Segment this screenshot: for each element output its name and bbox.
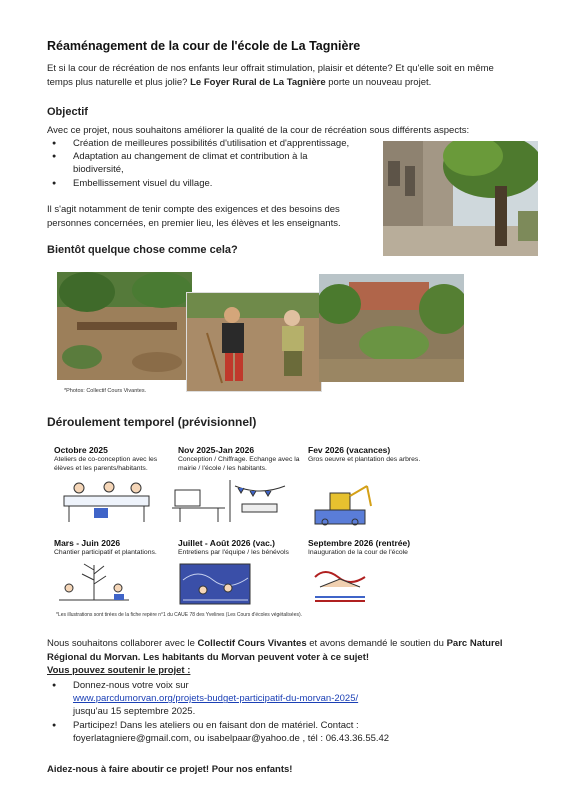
deroulement-heading: Déroulement temporel (prévisionnel)	[47, 415, 257, 429]
intro-organization: Le Foyer Rural de La Tagnière	[190, 76, 326, 88]
timeline-step	[308, 445, 423, 464]
objectif-bullet: ● Création de meilleures possibilités d'utilisation et d'apprentissage,	[47, 137, 387, 150]
illustration-credit: *Les illustrations sont tirées de la fiche repère n°1 du CAUE 78 des Yvelines (Les Cours d'écoles végétalisées).	[56, 612, 303, 618]
objectif-paragraph: Il s'agit notamment de tenir compte des exigences et des besoins des personnes concernées, en premier lieu, les élèves et les enseignants.	[47, 204, 341, 229]
intro-text: Et si la cour de récréation de nos enfants leur offrait stimulation, plaisir et détente? Et qu'elle soit en même temps plus naturelle et plus jolie?	[47, 63, 494, 88]
page-title: Réaménagement de la cour de l'école de La Tagnière	[47, 39, 361, 53]
bientot-heading: Bientôt quelque chose comme cela?	[47, 244, 238, 256]
collab-text: Nous souhaitons collaborer avec le	[47, 638, 195, 649]
contact-info: foyerlatagniere@gmail.com, ou isabelpaar@yahoo.de , tél : 06.43.36.55.42	[73, 732, 390, 744]
vote-link[interactable]: www.parcdumorvan.org/projets-budget-participatif-du-morvan-2025/	[73, 693, 359, 705]
timeline-step	[54, 445, 172, 473]
objectif-heading: Objectif	[47, 106, 88, 118]
example-photo-garden	[57, 272, 192, 380]
objectif-bullet: ● Embellissement visuel du village.	[47, 177, 387, 190]
timeline-desc: Gros oeuvre et plantation des arbres.	[308, 456, 421, 463]
timeline-date: Septembre 2026 (rentrée)	[308, 538, 411, 548]
illustration-excavator	[305, 478, 377, 528]
illustration-inauguration	[310, 565, 370, 607]
example-photo-children	[186, 292, 322, 392]
timeline-step	[178, 538, 303, 557]
photo-credit: *Photos: Collectif Cours Vivantes.	[64, 388, 147, 394]
timeline-desc: Chantier participatif et plantations.	[54, 549, 157, 556]
objectif-bullet-continued: biodiversité,	[73, 164, 124, 176]
illustration-planting	[54, 560, 134, 608]
timeline-step	[308, 538, 428, 557]
participate-text: Participez! Dans les ateliers ou en faisant don de matériel. Contact :	[73, 719, 359, 731]
objectif-bullet: ● Adaptation au changement de climat et contribution à la	[47, 150, 387, 163]
timeline-date: Nov 2025-Jan 2026	[178, 445, 255, 455]
illustration-maintenance	[178, 560, 253, 608]
objectif-lead: Avec ce projet, nous souhaitons améliorer la qualité de la cour de récréation sous différents aspects:	[47, 125, 470, 136]
timeline-date: Mars - Juin 2026	[54, 538, 121, 548]
timeline-desc: Entretiens par l'équipe / les bénévols	[178, 549, 289, 556]
example-photo-schoolyard	[319, 274, 464, 382]
collab-paragraph	[47, 637, 517, 664]
soutenir-heading: Vous pouvez soutenir le projet :	[47, 665, 191, 676]
timeline-date: Juillet - Août 2026 (vac.)	[178, 538, 275, 548]
courtyard-photo	[383, 141, 538, 256]
collab-supporter: Parc Naturel Régional du Morvan.	[47, 638, 503, 663]
collab-partner: Collectif Cours Vivantes	[197, 638, 307, 649]
timeline-desc: Ateliers de co-conception avec les élèves et les parents/habitants.	[54, 456, 158, 472]
timeline-step	[54, 538, 172, 557]
intro-end: porte un nouveau projet.	[328, 76, 432, 88]
timeline-step	[178, 445, 303, 473]
timeline-desc: Conception / Chiffrage. Echange avec la mairie / l'école / les habitants.	[178, 456, 300, 472]
closing-line: Aidez-nous à faire aboutir ce projet! Pour nos enfants!	[47, 764, 293, 775]
illustration-workshop	[54, 478, 162, 524]
timeline-date: Fev 2026 (vacances)	[308, 445, 391, 455]
collab-text: et avons demandé le soutien du	[309, 638, 444, 649]
soutenir-list	[47, 679, 507, 745]
vote-bullet	[47, 679, 507, 719]
participate-bullet	[47, 719, 507, 745]
vote-text: Donnez-nous votre voix sur	[73, 680, 189, 691]
timeline-date: Octobre 2025	[54, 445, 108, 455]
collab-vote-note: Les habitants du Morvan peuvent voter à ce sujet!	[143, 651, 370, 663]
vote-deadline: jusqu'au 15 septembre 2025.	[73, 706, 196, 718]
illustration-planning	[170, 478, 290, 524]
timeline-desc: Inauguration de la cour de l'école	[308, 549, 408, 556]
intro-paragraph	[47, 62, 517, 89]
objectif-list	[47, 137, 387, 190]
